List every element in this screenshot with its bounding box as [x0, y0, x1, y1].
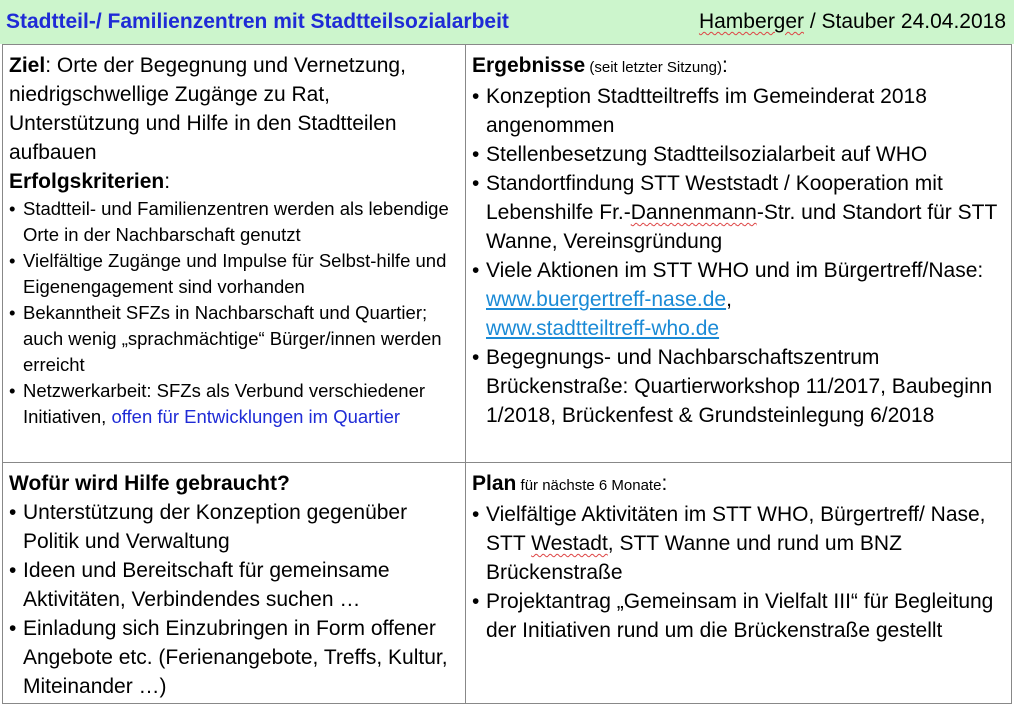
- buergertreff-link[interactable]: www.buergertreff-nase.de: [486, 288, 727, 311]
- criteria-item: [9, 378, 459, 430]
- plan-colon: :: [661, 472, 668, 495]
- criteria-heading-line: [9, 167, 459, 196]
- criteria-item-highlight: offen für Entwicklungen im Quartier: [111, 406, 401, 427]
- goal-paragraph: [9, 51, 459, 167]
- criteria-item: • Vielfältige Zugänge und Impulse für Selbst-hilfe und Eigenengagement sind vorhanden: [9, 248, 459, 300]
- help-list: [9, 498, 459, 701]
- help-heading: Wofür wird Hilfe gebraucht?: [9, 472, 290, 495]
- help-item: • Ideen und Bereitschaft für gemeinsame Aktivitäten, Verbindendes suchen …: [9, 556, 459, 614]
- plan-item: • Projektantrag „Gemeinsam in Vielfalt III“ für Begleitung der Initiativen rund um die Brückenstraße gestellt: [472, 587, 1005, 645]
- link-separator: ,: [726, 288, 732, 311]
- plan-item-text: , STT Wanne und rund um BNZ Brückenstraße: [486, 532, 902, 584]
- goal-cell: [3, 45, 466, 463]
- results-item: [472, 169, 1005, 256]
- criteria-item: • Bekanntheit SFZs in Nachbarschaft und Quartier; auch wenig „sprachmächtige“ Bürger/innen werden erreicht: [9, 300, 459, 378]
- author-date: [699, 10, 1006, 34]
- criteria-item: • Stadtteil- und Familienzentren werden als lebendige Orte in der Nachbarschaft genutzt: [9, 196, 459, 248]
- author-name: Hamberger: [698, 10, 804, 33]
- results-item: • Begegnungs- und Nachbarschaftszentrum Brückenstraße: Quartierworkshop 11/2017, Baubeginn 1/2018, Brückenfest & Grundsteinlegung 6/2018: [472, 343, 1005, 430]
- help-item: • Unterstützung der Konzeption gegenüber Politik und Verwaltung: [9, 498, 459, 556]
- criteria-list: [9, 196, 459, 430]
- plan-list: [472, 500, 1005, 645]
- results-item-text: Standortfindung STT Weststadt / Kooperation mit Lebenshilfe Fr.-: [486, 172, 943, 224]
- results-cell: [466, 45, 1011, 463]
- help-cell: [3, 463, 466, 703]
- plan-note: für nächste 6 Monate: [516, 477, 662, 494]
- plan-item: [472, 500, 1005, 587]
- content-table: [2, 44, 1012, 704]
- plan-item-text: Vielfältige Aktivitäten im STT WHO, Bürgertreff/ Nase, STT: [486, 503, 986, 555]
- results-item-text: Viele Aktionen im STT WHO und im Bürgertreff/Nase:: [486, 259, 984, 282]
- header-bar: [0, 0, 1014, 44]
- goal-text: : Orte der Begegnung und Vernetzung, niedrigschwellige Zugänge zu Rat, Unterstützung und Hilfe in den Stadtteilen aufbauen: [9, 54, 406, 164]
- results-heading: Ergebnisse: [472, 54, 586, 77]
- criteria-item-text: Netzwerkarbeit: SFZs als Verbund verschiedener Initiativen,: [23, 380, 426, 427]
- results-note: (seit letzter Sitzung): [585, 59, 722, 76]
- results-item: • Stellenbesetzung Stadtteilsozialarbeit auf WHO: [472, 140, 1005, 169]
- help-item: • Einladung sich Einzubringen in Form offener Angebote etc. (Ferienangebote, Treffs, Kultur, Miteinander …): [9, 614, 459, 701]
- results-colon: :: [721, 54, 728, 77]
- plan-heading-line: [472, 469, 1005, 500]
- stadtteiltreff-link[interactable]: www.stadtteiltreff-who.de: [486, 317, 720, 340]
- results-item: [472, 256, 1005, 343]
- goal-heading: Ziel: [9, 54, 46, 77]
- results-item: • Konzeption Stadtteiltreffs im Gemeinderat 2018 angenommen: [472, 82, 1005, 140]
- results-item-text: -Str. und Standort für STT Wanne, Vereinsgründung: [486, 201, 997, 253]
- results-heading-line: [472, 51, 1005, 82]
- plan-cell: [466, 463, 1011, 703]
- plan-item-name: Westadt: [531, 532, 608, 555]
- author-date-rest: / Stauber 24.04.2018: [804, 10, 1006, 33]
- criteria-heading: Erfolgskriterien: [9, 170, 165, 193]
- results-item-name: Dannenmann: [630, 201, 757, 224]
- results-list: [472, 82, 1005, 430]
- plan-heading: Plan: [472, 472, 517, 495]
- document-title: Stadtteil-/ Familienzentren mit Stadtteilsozialarbeit: [6, 10, 509, 33]
- criteria-colon: :: [164, 170, 171, 193]
